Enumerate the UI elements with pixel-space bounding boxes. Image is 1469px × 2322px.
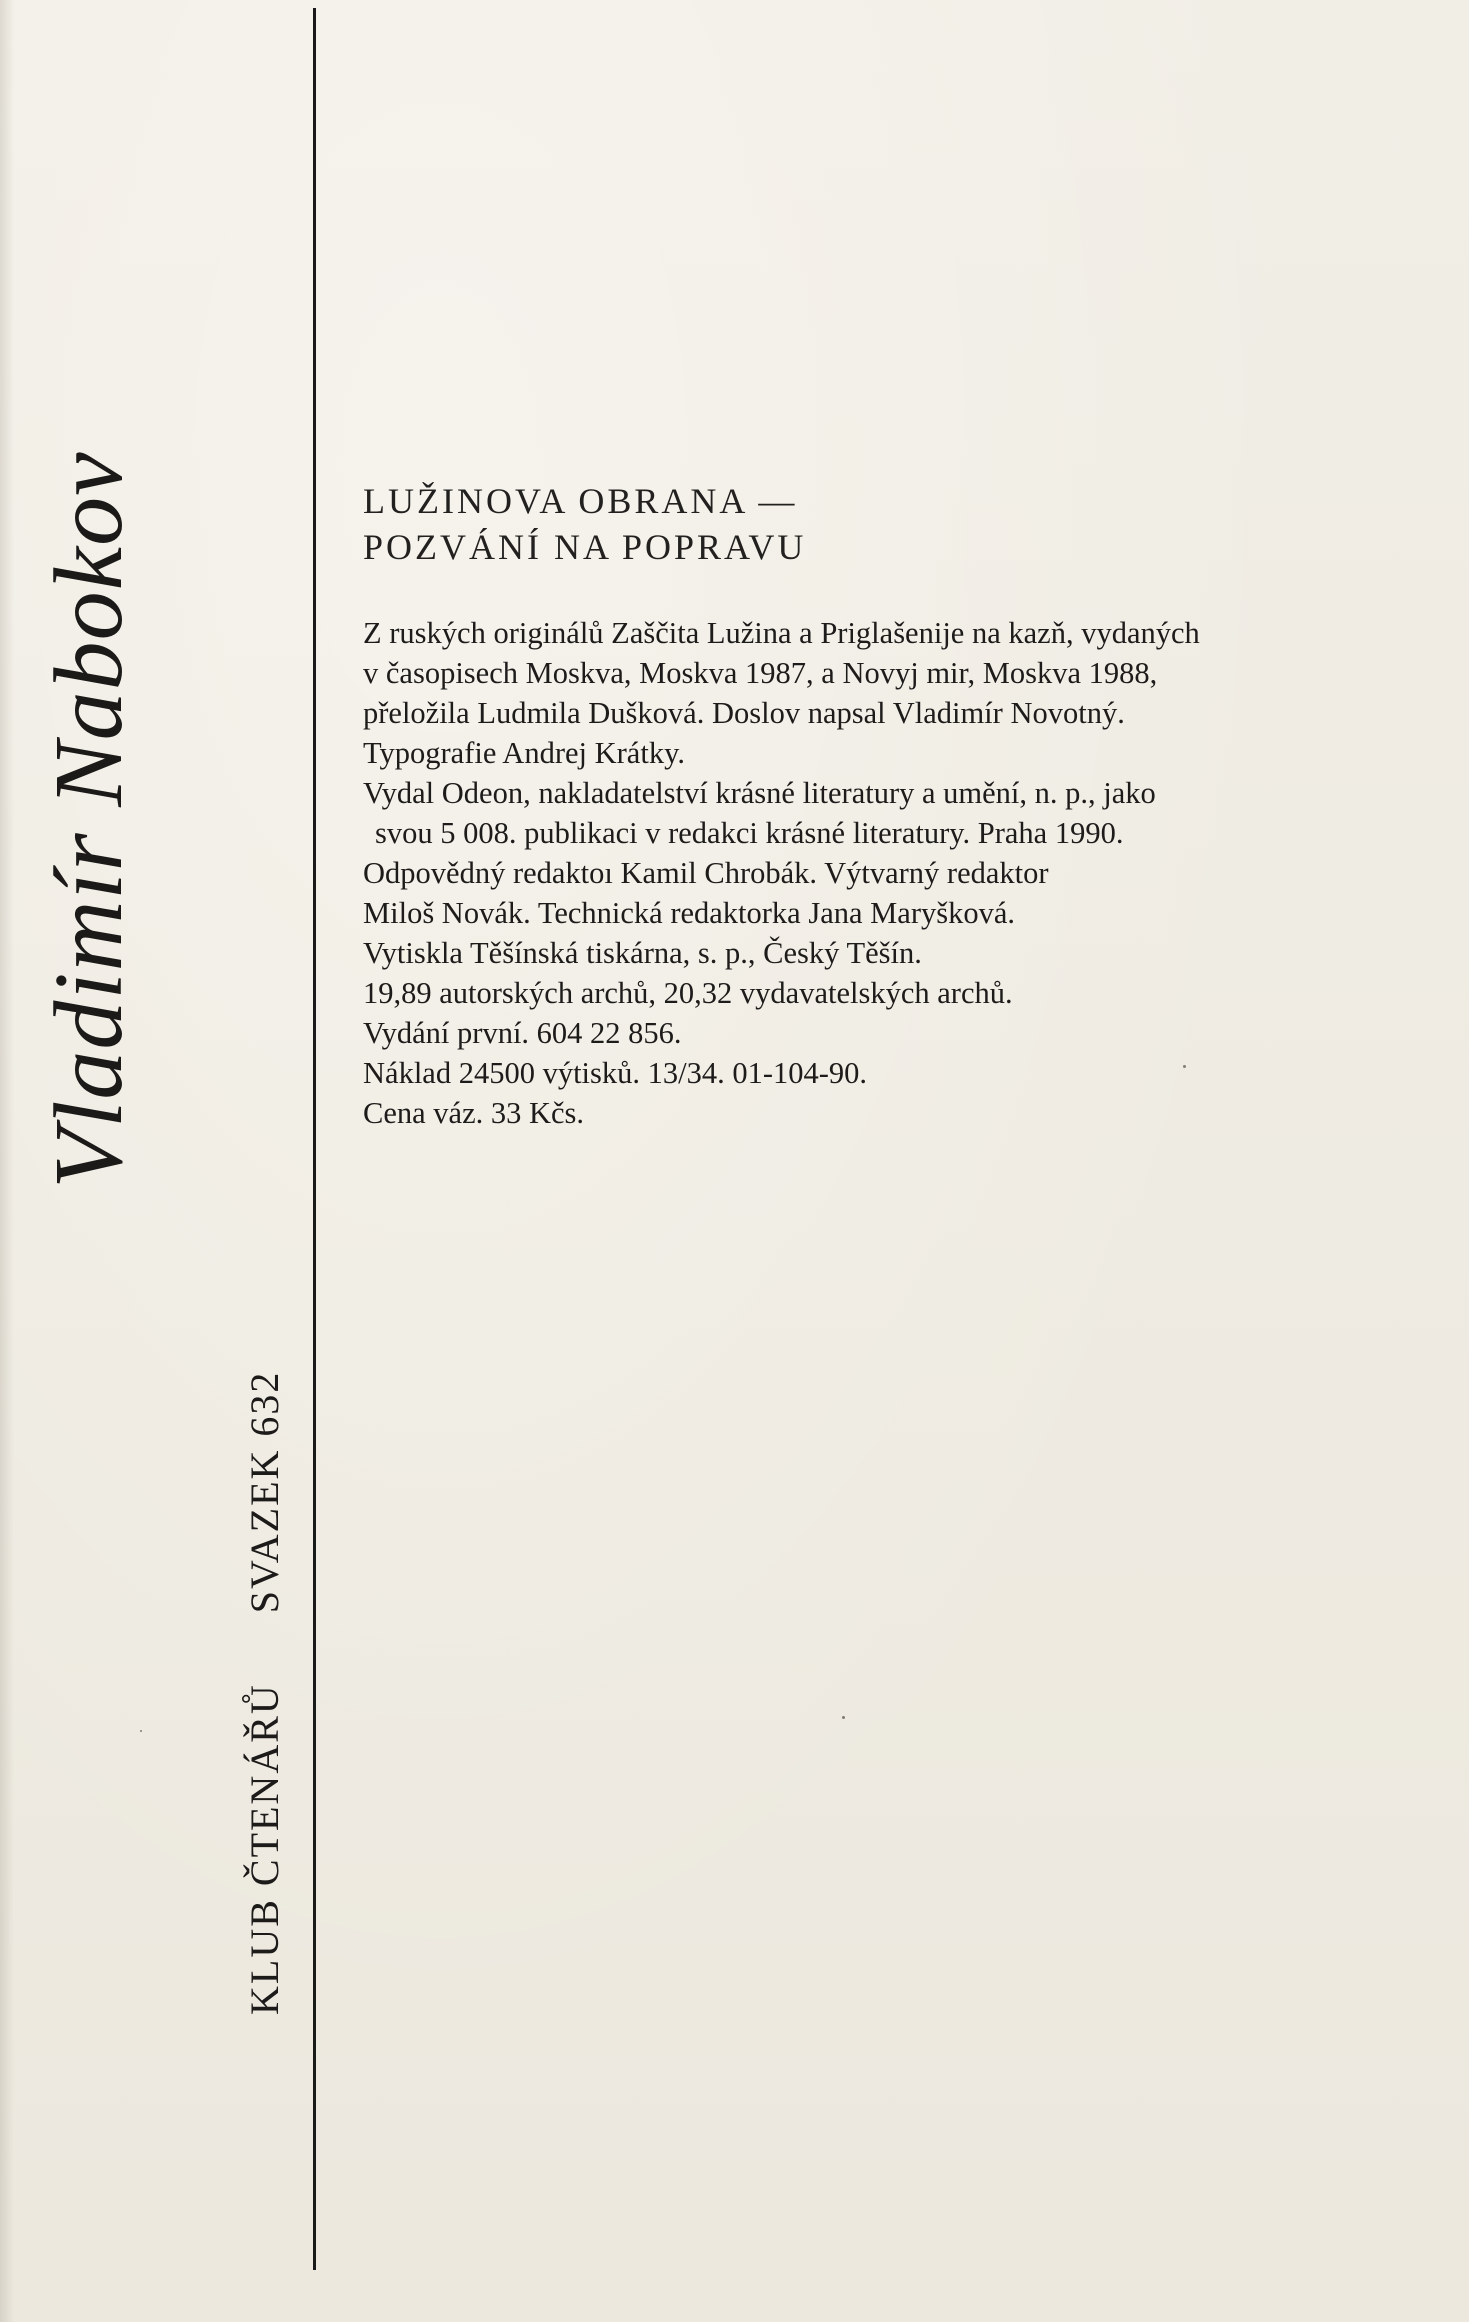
paper-speck <box>140 1730 142 1732</box>
imprint-line: Z ruských originálů Zaščita Lužina a Priglašenije na kazň, vydaných <box>363 616 1200 650</box>
series-name: KLUB ČTENÁŘŮ <box>242 1683 287 2015</box>
imprint-line: Cena váz. 33 Kčs. <box>363 1096 585 1130</box>
imprint-line: Náklad 24500 výtisků. 13/34. 01-104-90. <box>363 1056 868 1090</box>
book-title <box>363 478 806 570</box>
title-line-2: POZVÁNÍ NA POPRAVU <box>363 527 807 567</box>
spine-author-name: Vladimír Nabokov <box>35 451 143 1189</box>
imprint-line: 19,89 autorských archů, 20,32 vydavatelských archů. <box>363 976 1013 1010</box>
vertical-rule <box>313 8 316 2270</box>
title-line-1: LUŽINOVA OBRANA — <box>363 481 798 521</box>
imprint-line: svou 5 008. publikaci v redakci krásné literatury. Praha 1990. <box>375 816 1124 850</box>
imprint-colophon <box>363 613 1363 1133</box>
imprint-line: Miloš Novák. Technická redaktorka Jana Maryšková. <box>363 896 1016 930</box>
imprint-line: přeložila Ludmila Dušková. Doslov napsal Vladimír Novotný. <box>363 696 1125 730</box>
imprint-line: Vydal Odeon, nakladatelství krásné literatury a umění, n. p., jako <box>363 776 1156 810</box>
imprint-line: Vytiskla Těšínská tiskárna, s. p., Český Těšín. <box>363 936 922 970</box>
page-edge-shadow <box>0 0 14 2322</box>
imprint-line: Odpovědný redaktoı Kamil Chrobák. Výtvarný redaktor <box>363 856 1049 890</box>
imprint-line: v časopisech Moskva, Moskva 1987, a Novyj mir, Moskva 1988, <box>363 656 1158 690</box>
paper-speck <box>842 1716 845 1719</box>
paper-speck <box>1183 1065 1186 1068</box>
volume-number: SVAZEK 632 <box>242 1370 287 1614</box>
imprint-line: Vydání první. 604 22 856. <box>363 1016 682 1050</box>
imprint-line: Typografie Andrej Krátky. <box>363 736 685 770</box>
spine-series-line <box>242 1345 287 2015</box>
